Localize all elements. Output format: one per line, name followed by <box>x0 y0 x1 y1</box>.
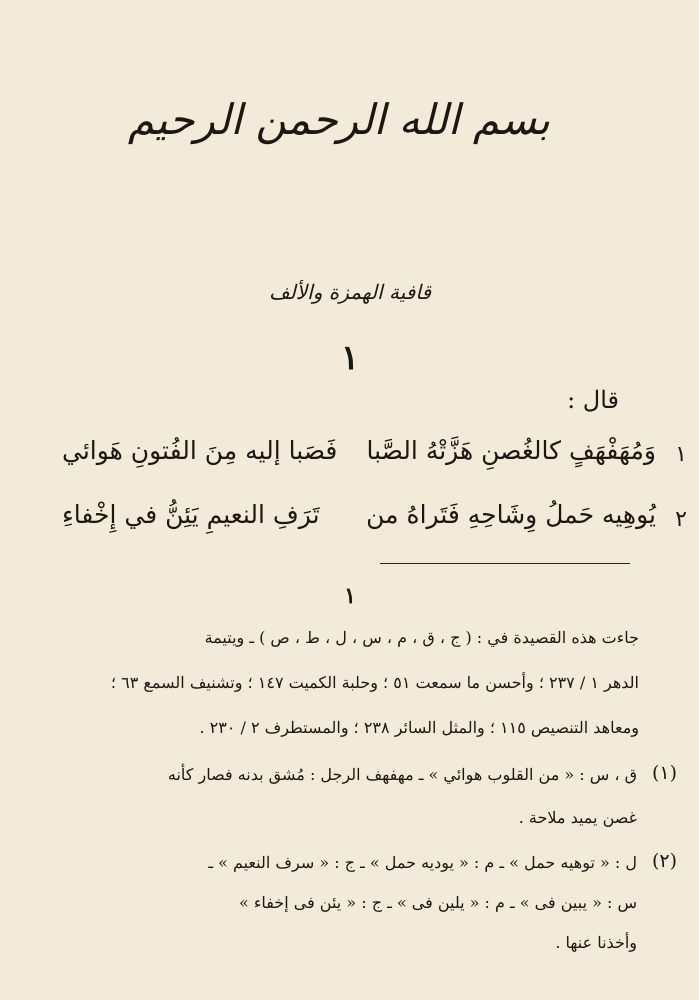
poem-number: ١ <box>340 338 360 378</box>
footnote-divider <box>380 563 630 564</box>
footnote-line: وأخذنا عنها . <box>555 933 637 952</box>
footnote-label: (١) <box>651 762 677 784</box>
footnote-line: غصن يميد ملاحة . <box>518 808 637 827</box>
source-note-line: الدهر ١ / ٢٣٧ ؛ وأحسن ما سمعت ٥١ ؛ وحلبة الكميت ١٤٧ ؛ وتشنيف السمع ٦٣ ؛ <box>110 673 639 692</box>
verse-number: ٢ <box>675 507 687 532</box>
chapter-title: قافية الهمزة والألف <box>268 280 432 304</box>
source-note-line: جاءت هذه القصيدة في : ( ج ، ق ، م ، س ، ل ، ط ، ص ) ـ ويتيمة <box>204 628 639 647</box>
verse-first-hemistich: يُوهِيه حَملُ وِشَاحِهِ فَتَراهُ من <box>366 500 656 529</box>
verse-first-hemistich: وَمُهَفْهَفٍ كالغُصنِ هَزَّتْهُ الصَّبا <box>366 436 656 465</box>
footnote-line: ق ، س : « من القلوب هوائي » ـ مهفهف الرجل : مُشق بدنه فصار كأنه <box>167 765 637 784</box>
source-note-line: ومعاهد التنصيص ١١٥ ؛ والمثل السائر ٢٣٨ ؛ والمستطرف ٢ / ٢٣٠ . <box>199 718 639 737</box>
footnote-line: س : « يبين فى » ـ م : « يلين فى » ـ ج : « يئن فى إخفاء » <box>238 893 637 912</box>
notes-poem-number: ١ <box>344 583 356 609</box>
basmala-heading: بسم الله الرحمن الرحيم <box>127 95 550 144</box>
poem-intro: قال : <box>567 386 619 414</box>
verse-number: ١ <box>675 442 687 467</box>
footnote-label: (٢) <box>651 850 677 872</box>
footnote-line: ل : « توهيه حمل » ـ م : « يوديه حمل » ـ ج : « سرف النعيم » ـ <box>208 853 637 872</box>
verse-second-hemistich: تَرَفِ النعيمِ يَئِنُّ في إِخْفاءِ <box>62 500 320 529</box>
verse-second-hemistich: فَصَبا إليه مِنَ الفُتونِ هَوائي <box>62 436 338 465</box>
